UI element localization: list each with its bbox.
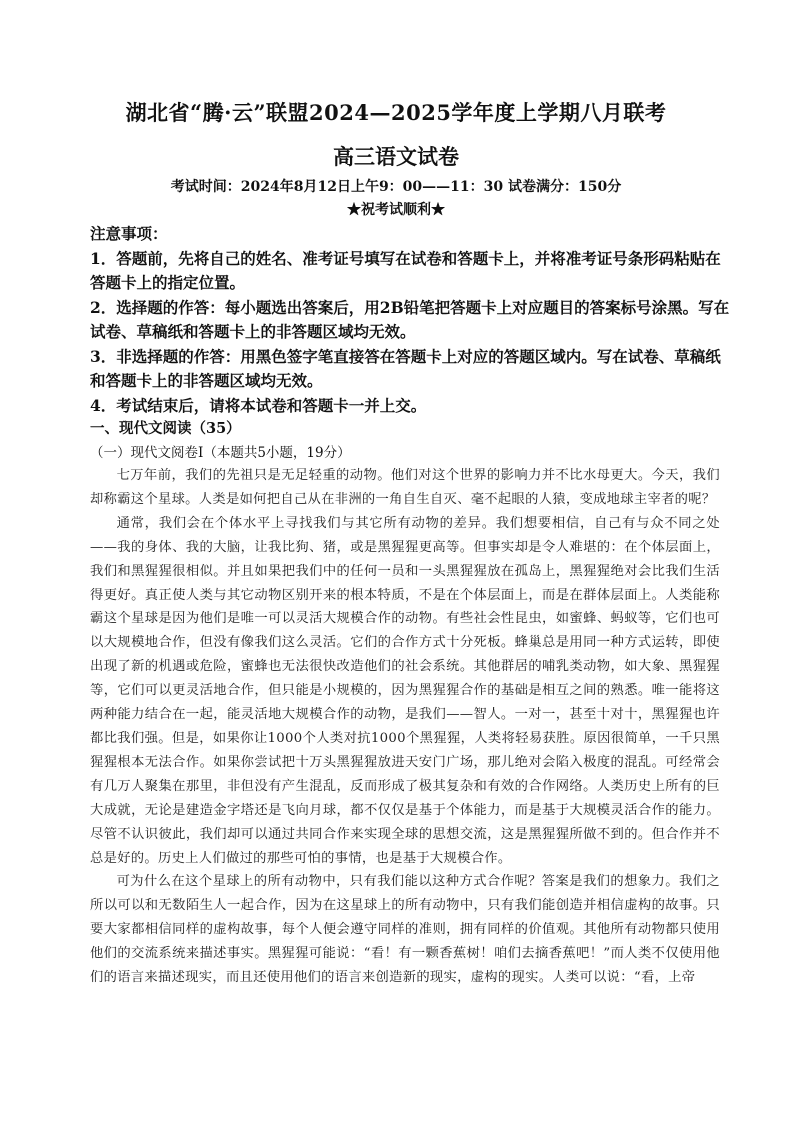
passage-paragraph: 通常，我们会在个体水平上寻找我们与其它所有动物的差异。我们想要相信，自己有与众不同之处——我的身体、我的大脑，让我比狗、猪，或是黑猩猩更高等。但事实却是令人难堪的：在个体层面上，我们和黑猩猩很相似。并且如果把我们中的任何一员和一头黑猩猩放在孤岛上，黑猩猩绝对会比我们生活得更好。真正使人类与其它动物区别开来的根本特质，不是在个体层面上，而是在群体层面上。人类能称霸这个星球是因为他们是唯一可以灵活大规模合作的动物。有些社会性昆虫，如蜜蜂、蚂蚁等，它们也可以大规模地合作，但没有像我们这么灵活。它们的合作方式十分死板。蜂巢总是用同一种方式运转，即使出现了新的机遇或危险，蜜蜂也无法很快改造他们的社会系统。其他群居的哺乳类动物，如大象、黑猩猩等，它们可以更灵活地合作，但只能是小规模的，因为黑猩猩合作的基础是相互之间的熟悉。唯一能将这两种能力结合在一起，能灵活地大规模合作的动物，是我们——智人。一对一，甚至十对十，黑猩猩也许都比我们强。但是，如果你让1000个人类对抗1000个黑猩猩，人类将轻易获胜。原因很简单，一千只黑猩猩根本无法合作。如果你尝试把十万头黑猩猩放进天安门广场，那儿绝对会陷入极度的混乱。可经常会有几万人聚集在那里，非但没有产生混乱，反而形成了极其复杂和有效的合作网络。人类历史上所有的巨大成就，无论是建造金字塔还是飞向月球，都不仅仅是基于个体能力，而是基于大规模灵活合作的能力。尽管不认识彼此，我们却可以通过共同合作来实现全球的思想交流，这是黑猩猩所做不到的。但合作并不总是好的。历史上人们做过的那些可怕的事情，也是基于大规模合作。 bbox=[90, 515, 720, 866]
exam-wish: ★祝考试顺利★ bbox=[347, 202, 445, 218]
exam-info: 考试时间：2024年8月12日上午9：00——11：30 试卷满分：150分 bbox=[170, 179, 622, 195]
passage-paragraph: 可为什么在这个星球上的所有动物中，只有我们能以这种方式合作呢？答案是我们的想象力。我们之所以可以和无数陌生人一起合作，因为在这星球上的所有动物中，只有我们能创造并相信虚构的故事。只要大家都相信同样的虚构故事，每个人便会遵守同样的准则，拥有同样的价值观。其他所有动物都只使用他们的交流系统来描述事实。黑猩猩可能说：“看！有一颗香蕉树！咱们去摘香蕉吧！”而人类不仅使用他们的语言来描述现实，而且还使用他们的语言来创造新的现实，虚构的现实。人类可以说：“看，上帝 bbox=[90, 874, 720, 986]
passage-paragraph: 七万年前，我们的先祖只是无足轻重的动物。他们对这个世界的影响力并不比水母更大。今天，我们却称霸这个星球。人类是如何把自己从在非洲的一角自生自灭、毫不起眼的人猿，变成地球主宰者的呢？ bbox=[90, 468, 720, 507]
reading-passage bbox=[90, 464, 720, 990]
section-heading: 一、现代文阅读（35） bbox=[90, 420, 241, 437]
notes-heading: 注意事项： bbox=[90, 224, 168, 243]
note-item: 1．答题前，先将自己的姓名、准考证号填写在试卷和答题卡上，并将准考证号条形码粘贴在答题卡上的指定位置。 bbox=[90, 248, 721, 292]
note-item: 2．选择题的作答：每小题选出答案后，用2B铅笔把答题卡上对应题目的答案标号涂黑。写在试卷、草稿纸和答题卡上的非答题区域均无效。 bbox=[90, 297, 730, 341]
note-item: 3．非选择题的作答：用黑色签字笔直接答在答题卡上对应的答题区域内。写在试卷、草稿纸和答题卡上的非答题区域均无效。 bbox=[90, 346, 721, 390]
exam-subtitle: 高三语文试卷 bbox=[333, 144, 459, 169]
note-item: 4．考试结束后，请将本试卷和答题卡一并上交。 bbox=[90, 395, 427, 415]
exam-title: 湖北省“腾·云”联盟2024—2025学年度上学期八月联考 bbox=[125, 100, 667, 125]
section-subheading: （一）现代文阅卷Ⅰ（本题共5小题，19分） bbox=[90, 445, 351, 461]
notes-block bbox=[90, 222, 730, 418]
